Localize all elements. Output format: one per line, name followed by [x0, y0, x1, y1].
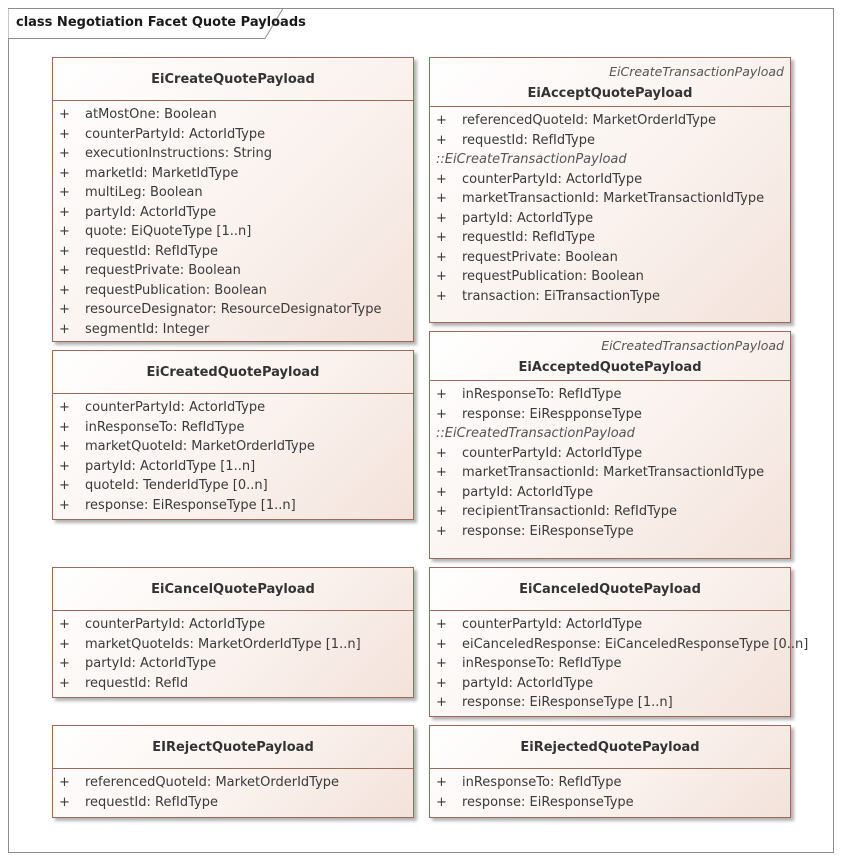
- attribute-text: counterPartyId: ActorIdType: [85, 400, 266, 415]
- visibility-marker: +: [436, 636, 447, 652]
- attribute-text: quoteId: TenderIdType [0..n]: [85, 478, 268, 493]
- attribute-text: response: EiRespponseType: [462, 406, 642, 422]
- attribute-row: [430, 289, 790, 309]
- attribute-row: [53, 224, 413, 244]
- class-name: EiCreateQuotePayload: [151, 72, 315, 87]
- visibility-marker: +: [436, 230, 447, 245]
- attribute-row: [430, 387, 790, 407]
- attribute-row: [53, 478, 413, 498]
- attribute-text: requestPrivate: Boolean: [85, 263, 241, 278]
- class-name: EiAcceptedQuotePayload: [518, 360, 702, 375]
- attribute-row: [430, 133, 790, 153]
- attribute-text: executionInstructions: String: [85, 146, 273, 161]
- attribute-text: marketQuoteIds: MarketOrderIdType [1..n]: [85, 636, 361, 652]
- attribute-text: marketTransactionId: MarketTransactionIdType: [462, 191, 765, 206]
- attribute-row: [430, 465, 790, 485]
- class-header: [430, 726, 790, 769]
- attribute-row: [53, 676, 413, 696]
- visibility-marker: +: [59, 775, 70, 790]
- class-ei-cancel-quote-payload[interactable]: [52, 567, 414, 698]
- attribute-text: partyId: ActorIdType: [462, 484, 594, 500]
- visibility-marker: +: [59, 302, 70, 317]
- inherited-attributes-label: ::EiCreateTransactionPayload: [436, 152, 627, 167]
- visibility-marker: +: [59, 107, 70, 122]
- attribute-row: [53, 244, 413, 264]
- attribute-text: resourceDesignator: ResourceDesignatorType: [85, 302, 382, 317]
- attribute-row: [53, 322, 413, 342]
- visibility-marker: +: [59, 478, 70, 493]
- attribute-text: partyId: ActorIdType: [462, 675, 594, 691]
- visibility-marker: +: [436, 132, 447, 148]
- attribute-text: requestId: RefIdType: [462, 230, 595, 245]
- attribute-text: response: EiResponseType: [462, 794, 634, 810]
- attribute-row: [430, 269, 790, 289]
- attribute-row: [53, 656, 413, 676]
- visibility-marker: +: [436, 269, 447, 284]
- attribute-row: [53, 775, 413, 795]
- attribute-text: marketId: MarketIdType: [85, 165, 239, 181]
- inherited-attributes-label: ::EiCreatedTransactionPayload: [436, 426, 635, 441]
- visibility-marker: +: [59, 617, 70, 632]
- class-header: [430, 568, 790, 611]
- visibility-marker: +: [59, 439, 70, 454]
- class-attributes: [53, 611, 413, 695]
- attribute-text: requestId: RefId: [85, 675, 189, 691]
- visibility-marker: +: [59, 282, 70, 298]
- attribute-row: [430, 191, 790, 211]
- attribute-row: [53, 283, 413, 303]
- visibility-marker: +: [59, 243, 70, 259]
- class-ei-canceled-quote-payload[interactable]: [429, 567, 809, 717]
- attribute-row: [430, 113, 790, 133]
- class-name: EiCancelQuotePayload: [151, 582, 315, 597]
- visibility-marker: +: [436, 504, 447, 519]
- visibility-marker: +: [59, 165, 70, 181]
- attribute-text: eiCanceledResponse: EiCanceledResponseType [0..n]: [462, 636, 809, 652]
- attribute-row: [430, 446, 790, 466]
- attribute-row: [430, 676, 790, 696]
- class-attributes: [430, 381, 790, 543]
- attribute-text: counterPartyId: ActorIdType: [85, 126, 266, 142]
- class-header: [53, 58, 413, 101]
- attribute-row: [430, 636, 809, 657]
- visibility-marker: +: [436, 656, 447, 671]
- attribute-text: requestPublication: Boolean: [85, 282, 267, 298]
- class-ei-accept-quote-payload[interactable]: [429, 57, 791, 323]
- class-attributes: [53, 769, 413, 814]
- attribute-text: inResponseTo: RefIdType: [462, 775, 622, 790]
- visibility-marker: +: [59, 419, 70, 435]
- attribute-row: [430, 230, 790, 250]
- attribute-row: [53, 795, 413, 815]
- attribute-text: transaction: EiTransactionType: [462, 288, 661, 304]
- attribute-row: [53, 127, 413, 147]
- attribute-text: partyId: ActorIdType: [462, 210, 594, 226]
- attribute-text: marketTransactionId: MarketTransactionIdType: [462, 465, 765, 480]
- class-ei-create-quote-payload[interactable]: [52, 57, 414, 342]
- visibility-marker: +: [436, 171, 447, 187]
- class-name: EiAcceptQuotePayload: [527, 86, 693, 101]
- attribute-row: [53, 459, 413, 479]
- attribute-text: partyId: ActorIdType [1..n]: [85, 458, 256, 474]
- attribute-row: [430, 485, 790, 505]
- attribute-row: [53, 107, 413, 127]
- attribute-text: recipientTransactionId: RefIdType: [462, 504, 677, 519]
- class-ei-created-quote-payload[interactable]: [52, 350, 414, 520]
- visibility-marker: +: [436, 675, 447, 691]
- attribute-text: counterPartyId: ActorIdType: [462, 445, 643, 461]
- attribute-text: marketQuoteId: MarketOrderIdType: [85, 439, 315, 454]
- visibility-marker: +: [59, 458, 70, 474]
- visibility-marker: +: [436, 695, 447, 710]
- attribute-text: partyId: ActorIdType: [85, 204, 217, 220]
- attribute-row: [53, 166, 413, 186]
- attribute-row: [430, 695, 790, 715]
- class-attributes: [53, 101, 413, 341]
- visibility-marker: +: [59, 636, 70, 652]
- attribute-row: [430, 407, 790, 427]
- visibility-marker: +: [59, 675, 70, 691]
- class-name: EiCreatedQuotePayload: [146, 365, 320, 380]
- attribute-text: referencedQuoteId: MarketOrderIdType: [85, 775, 340, 790]
- visibility-marker: +: [436, 387, 447, 402]
- visibility-marker: +: [436, 484, 447, 500]
- diagram-title: class Negotiation Facet Quote Payloads: [16, 15, 306, 30]
- attribute-row: [53, 205, 413, 225]
- class-attributes: [430, 611, 809, 715]
- visibility-marker: +: [436, 210, 447, 226]
- attribute-row: [53, 263, 413, 283]
- attribute-text: requestPublication: Boolean: [462, 269, 644, 284]
- visibility-marker: +: [59, 656, 70, 671]
- attribute-text: partyId: ActorIdType: [85, 656, 217, 671]
- visibility-marker: +: [436, 523, 447, 539]
- visibility-marker: +: [59, 146, 70, 161]
- class-attributes: [53, 394, 413, 517]
- class-ei-accepted-quote-payload[interactable]: [429, 331, 791, 559]
- attribute-row: [430, 775, 790, 795]
- attribute-text: segmentId: Integer: [85, 321, 210, 337]
- class-header: [53, 351, 413, 394]
- attribute-text: requestPrivate: Boolean: [462, 249, 618, 265]
- visibility-marker: +: [59, 497, 70, 513]
- class-name: EiCanceledQuotePayload: [519, 582, 701, 597]
- attribute-text: atMostOne: Boolean: [85, 107, 217, 122]
- attribute-row: [430, 656, 790, 676]
- attribute-text: response: EiResponseType [1..n]: [462, 695, 673, 710]
- attribute-text: quote: EiQuoteType [1..n]: [85, 224, 252, 239]
- attribute-row: [430, 617, 790, 637]
- class-header: [53, 726, 413, 769]
- visibility-marker: +: [59, 224, 70, 239]
- attribute-text: requestId: RefIdType: [85, 794, 218, 810]
- visibility-marker: +: [436, 465, 447, 480]
- class-header: [430, 58, 790, 107]
- visibility-marker: +: [436, 617, 447, 632]
- attribute-text: counterPartyId: ActorIdType: [462, 171, 643, 187]
- visibility-marker: +: [59, 185, 70, 200]
- visibility-marker: +: [436, 249, 447, 265]
- attribute-row: [53, 146, 413, 166]
- class-stereotype: EiCreatedTransactionPayload: [601, 338, 784, 353]
- attribute-row: [53, 617, 413, 637]
- attribute-text: counterPartyId: ActorIdType: [462, 617, 643, 632]
- class-eireject-quote-payload[interactable]: [52, 725, 414, 818]
- visibility-marker: +: [59, 263, 70, 278]
- attribute-row: [430, 172, 790, 192]
- attribute-row: [53, 637, 413, 657]
- class-attributes: [430, 107, 790, 308]
- visibility-marker: +: [436, 445, 447, 461]
- visibility-marker: +: [59, 204, 70, 220]
- attribute-row: [430, 504, 790, 524]
- visibility-marker: +: [436, 191, 447, 206]
- attribute-row: [53, 302, 413, 322]
- attribute-text: response: EiResponseType: [462, 523, 634, 539]
- visibility-marker: +: [59, 794, 70, 810]
- visibility-marker: +: [59, 321, 70, 337]
- visibility-marker: +: [59, 400, 70, 415]
- class-attributes: [430, 769, 790, 814]
- attribute-text: response: EiResponseType [1..n]: [85, 497, 296, 513]
- attribute-row: [53, 400, 413, 420]
- attribute-row: [53, 185, 413, 205]
- attribute-text: counterPartyId: ActorIdType: [85, 617, 266, 632]
- class-header: [53, 568, 413, 611]
- attribute-text: inResponseTo: RefIdType: [462, 387, 622, 402]
- attribute-row: [430, 795, 790, 815]
- attribute-text: inResponseTo: RefIdType: [462, 656, 622, 671]
- visibility-marker: +: [436, 406, 447, 422]
- class-ei-rejected-quote-payload[interactable]: [429, 725, 791, 818]
- class-stereotype: EiCreateTransactionPayload: [609, 64, 784, 79]
- class-name: EiRejectedQuotePayload: [520, 740, 700, 755]
- class-name: EIRejectQuotePayload: [152, 740, 314, 755]
- visibility-marker: +: [436, 288, 447, 304]
- attribute-text: requestId: RefIdType: [85, 243, 218, 259]
- attribute-text: multiLeg: Boolean: [85, 185, 203, 200]
- attribute-text: referencedQuoteId: MarketOrderIdType: [462, 113, 717, 128]
- attribute-row: [430, 524, 790, 544]
- attribute-row: [53, 420, 413, 440]
- attribute-text: inResponseTo: RefIdType: [85, 419, 245, 435]
- class-header: [430, 332, 790, 381]
- attribute-text: requestId: RefIdType: [462, 132, 595, 148]
- visibility-marker: +: [436, 775, 447, 790]
- visibility-marker: +: [59, 126, 70, 142]
- visibility-marker: +: [436, 794, 447, 810]
- visibility-marker: +: [436, 113, 447, 128]
- attribute-row: [53, 439, 413, 459]
- attribute-row: [430, 250, 790, 270]
- attribute-row: [430, 211, 790, 231]
- attribute-row: [53, 498, 413, 518]
